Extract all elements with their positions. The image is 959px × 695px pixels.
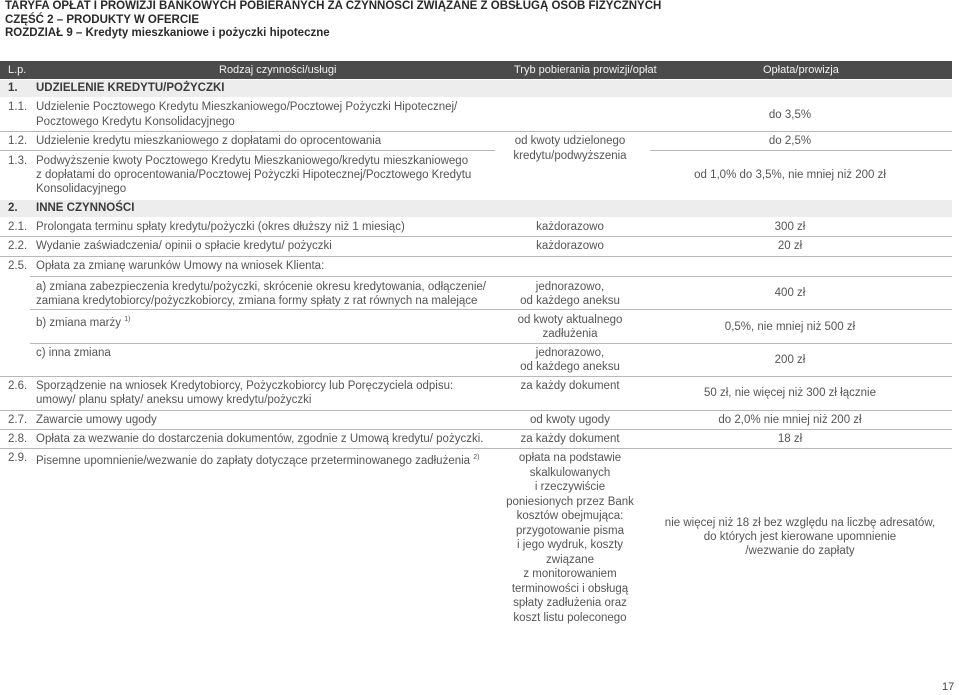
- row-2-2-fee: 20 zł: [777, 240, 803, 252]
- section-1-title: UDZIELENIE KREDYTU/POŻYCZKI: [36, 82, 225, 94]
- row-2-2-number: 2.2.: [8, 240, 28, 252]
- row-2-5-b-mode-line2: zadłużenia: [542, 328, 598, 340]
- row-2-7-mode: od kwoty ugody: [530, 414, 610, 426]
- row-2-2-mode: każdorazowo: [536, 240, 604, 252]
- row-1-3-text-line2: z dopłatami do oprocentowania/Pocztowej Pożyczki Hipotecznej/Pocztowego Kredytu: [36, 169, 472, 181]
- row-1-1-text-line1: Udzielenie Pocztowego Kredytu Mieszkaniowego/Pocztowej Pożyczki Hipotecznej/: [36, 101, 458, 113]
- row-divider: [0, 376, 952, 377]
- row-1-1-text-line2: Pocztowego Kredytu Konsolidacyjnego: [36, 116, 235, 128]
- section-2-title: INNE CZYNNOŚCI: [36, 202, 135, 214]
- col-mode: Tryb pobierania prowizji/opłat: [514, 64, 657, 76]
- row-2-6-fee: 50 zł, nie więcej niż 300 zł łącznie: [704, 387, 876, 399]
- row-2-5-c-mode-line1: jednorazowo,: [535, 347, 605, 359]
- row-2-5-c-text: c) inna zmiana: [36, 347, 111, 359]
- row-divider: [0, 131, 952, 132]
- row-2-9-mode: [500, 451, 640, 625]
- row-2-9-mode-line: poniesionych przez Bank: [506, 495, 634, 508]
- row-2-5-a-line2: zamiana kredytobiorcy/pożyczkobiorcy, zmiana formy spłaty z rat równych na malejące: [36, 295, 478, 307]
- row-divider: [0, 150, 495, 151]
- row-2-1-mode: każdorazowo: [536, 221, 604, 233]
- row-2-9-mode-line: związane: [546, 553, 594, 566]
- row-2-5-a-fee: 400 zł: [774, 287, 806, 299]
- col-fee: Opłata/prowizja: [763, 64, 839, 76]
- row-2-6-text-line1: Sporządzenie na wniosek Kredytobiorcy, Pożyczkobiorcy lub Poręczyciela odpisu:: [36, 380, 454, 392]
- row-2-8-mode: za każdy dokument: [520, 433, 620, 445]
- row-2-5-a-line1: a) zmiana zabezpieczenia kredytu/pożyczki, skrócenie okresu kredytowania, odłączenie/: [36, 281, 487, 293]
- row-2-9-mode-line: koszt listu poleconego: [513, 611, 627, 624]
- row-1-1-number: 1.1.: [8, 101, 28, 113]
- row-2-9-mode-line: przygotowanie pisma: [515, 524, 625, 537]
- row-2-9-text: [36, 451, 480, 468]
- row-2-6-text-line2: umowy/ planu spłaty/ aneksu umowy kredytu/pożyczki: [36, 394, 312, 406]
- row-2-6-number: 2.6.: [8, 380, 28, 392]
- row-divider: [0, 256, 952, 257]
- row-2-6-mode: za każdy dokument: [520, 380, 620, 392]
- row-1-2-text: Udzielenie kredytu mieszkaniowego z dopłatami do oprocentowania: [36, 135, 382, 147]
- row-2-5-c-fee: 200 zł: [774, 354, 806, 366]
- col-lp: L.p.: [8, 64, 27, 76]
- row-divider: [0, 410, 952, 411]
- row-2-9-mode-line: spłaty zadłużenia oraz: [513, 597, 627, 609]
- row-2-1-fee: 300 zł: [774, 221, 806, 233]
- row-2-5-a-mode-line1: jednorazowo,: [535, 281, 605, 293]
- row-2-9-fee-line3: /wezwanie do zapłaty: [745, 545, 855, 557]
- row-1-2-mode-line1: od kwoty udzielonego: [514, 135, 626, 147]
- row-2-1-text: Prolongata terminu spłaty kredytu/pożyczki (okres dłuższy niż 1 miesiąc): [36, 221, 405, 233]
- row-1-2-mode-line2: kredytu/podwyższenia: [513, 150, 627, 162]
- row-2-2-text: Wydanie zaświadczenia/ opinii o spłacie kredytu/ pożyczki: [36, 240, 332, 252]
- row-2-9-mode-line: z monitorowaniem: [523, 568, 617, 580]
- footnote-1-marker: 1): [124, 316, 131, 323]
- row-1-2-fee: do 2,5%: [768, 135, 812, 147]
- row-2-5-b-mode-line1: od kwoty aktualnego: [517, 314, 623, 326]
- row-1-2-number: 1.2.: [8, 135, 28, 147]
- row-2-5-number: 2.5.: [8, 260, 28, 272]
- row-divider: [30, 343, 952, 344]
- row-divider: [650, 150, 952, 151]
- row-2-8-number: 2.8.: [8, 433, 28, 445]
- table-header: [0, 61, 952, 79]
- row-divider: [30, 309, 952, 310]
- row-2-7-fee: do 2,0% nie mniej niż 200 zł: [718, 414, 862, 426]
- header-chapter: ROZDZIAŁ 9 – Kredyty mieszkaniowe i pożyczki hipoteczne: [5, 27, 330, 39]
- section-1-row: [0, 80, 952, 97]
- row-2-5-b-label: b) zmiana marży: [36, 316, 121, 329]
- row-2-8-text: Opłata za wezwanie do dostarczenia dokumentów, zgodnie z Umową kredytu/ pożyczki.: [36, 433, 484, 445]
- section-1-number: 1.: [8, 82, 18, 94]
- footnote-2-marker: 2): [473, 454, 480, 461]
- row-2-5-text: Opłata za zmianę warunków Umowy na wniosek Klienta:: [36, 260, 325, 272]
- row-2-5-c-mode-line2: od każdego aneksu: [520, 361, 620, 373]
- row-2-9-mode-line: i jego wydruk, koszty: [516, 539, 624, 551]
- section-2-number: 2.: [8, 202, 18, 214]
- row-2-9-mode-line: opłata na podstawie: [518, 452, 622, 464]
- row-2-9-mode-line: i rzeczywiście: [534, 481, 606, 493]
- row-2-7-number: 2.7.: [8, 414, 28, 426]
- document-header: [5, 0, 661, 41]
- row-2-9-fee-line1: nie więcej niż 18 zł bez względu na liczbę adresatów,: [664, 517, 936, 529]
- row-2-9-mode-line: terminowości i obsługą: [511, 582, 629, 595]
- col-service: Rodzaj czynności/usługi: [219, 64, 337, 76]
- row-1-3-fee: od 1,0% do 3,5%, nie mniej niż 200 zł: [694, 169, 886, 181]
- row-2-9-number: 2.9.: [8, 452, 28, 464]
- row-divider: [30, 276, 952, 277]
- row-1-3-text-line1: Podwyższenie kwoty Pocztowego Kredytu Mieszkaniowego/kredytu mieszkaniowego: [36, 155, 469, 167]
- row-divider: [0, 429, 952, 430]
- row-1-3-number: 1.3.: [8, 155, 28, 167]
- header-title: TARYFA OPŁAT I PROWIZJI BANKOWYCH POBIERANYCH ZA CZYNNOŚCI ZWIĄZANE Z OBSŁUGĄ OSÓB FIZYCZNYCH: [5, 0, 662, 12]
- header-part: CZĘŚĆ 2 – PRODUKTY W OFERCIE: [5, 13, 200, 26]
- row-2-5-b-text: [36, 313, 130, 330]
- page-number: 17: [942, 681, 955, 693]
- row-2-9-mode-line: skalkulowanych: [529, 466, 611, 479]
- row-2-7-text: Zawarcie umowy ugody: [36, 414, 157, 426]
- row-2-5-a-mode-line2: od każdego aneksu: [520, 295, 620, 307]
- row-divider: [0, 236, 952, 237]
- row-2-1-number: 2.1.: [8, 221, 28, 233]
- row-2-5-b-fee: 0,5%, nie mniej niż 500 zł: [724, 321, 856, 333]
- row-2-9-mode-line: kosztów obejmująca:: [516, 510, 624, 522]
- row-2-9-label: Pisemne upomnienie/wezwanie do zapłaty dotyczące przeterminowanego zadłużenia: [36, 454, 471, 467]
- row-divider: [0, 448, 952, 449]
- row-2-8-fee: 18 zł: [777, 433, 803, 445]
- row-2-9-fee-line2: do których jest kierowane upomnienie: [703, 531, 897, 543]
- row-1-3-text-line3: Konsolidacyjnego: [36, 183, 127, 195]
- row-1-1-fee: do 3,5%: [768, 109, 812, 121]
- section-2-row: [0, 200, 952, 217]
